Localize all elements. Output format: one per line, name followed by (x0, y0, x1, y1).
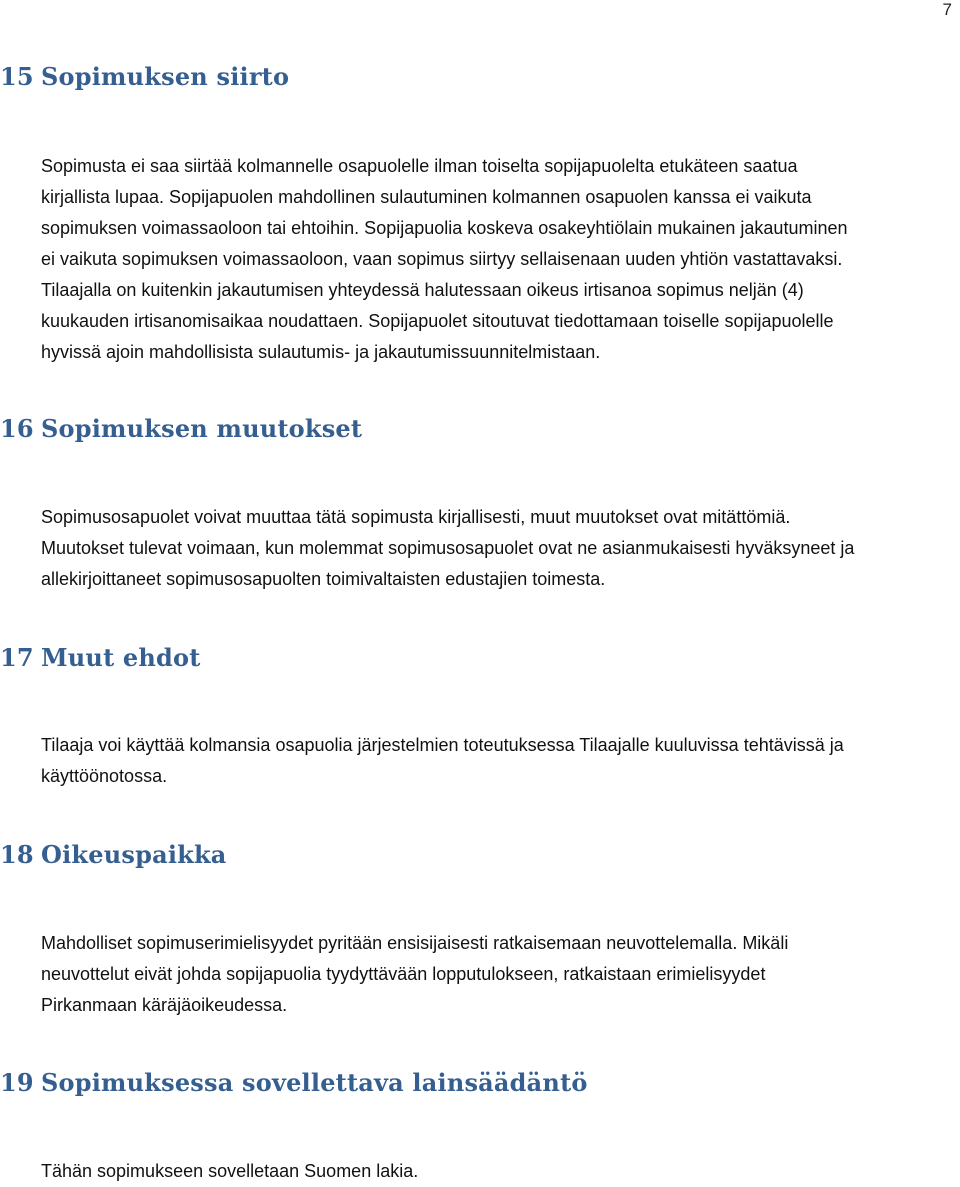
paragraph-line: hyvissä ajoin mahdollisista sulautumis- ja jakautumissuunnitelmistaan. (41, 342, 601, 362)
section-title: Muut ehdot (41, 643, 201, 672)
section-number: 16 (0, 414, 34, 443)
paragraph-line: neuvottelut eivät johda sopijapuolia tyydyttävään lopputulokseen, ratkaistaan erimielisyydet (41, 964, 766, 984)
section-17 (0, 643, 960, 672)
section-19 (0, 1068, 960, 1097)
page-number: 7 (942, 0, 952, 19)
section-number: 15 (0, 62, 34, 91)
paragraph-line: Mahdolliset sopimuserimielisyydet pyritään ensisijaisesti ratkaisemaan neuvottelemalla. Mikäli (41, 933, 789, 953)
paragraph-line: Muutokset tulevat voimaan, kun molemmat sopimusosapuolet ovat ne asianmukaisesti hyväksyneet ja (41, 538, 855, 558)
paragraph-line: kirjallista lupaa. Sopijapuolen mahdollinen sulautuminen kolmannen osapuolen kanssa ei vaikuta (41, 187, 812, 207)
section-paragraph (41, 151, 956, 368)
section-18 (0, 840, 960, 869)
section-title: Sopimuksessa sovellettava lainsäädäntö (41, 1068, 588, 1097)
section-17-body (0, 730, 960, 792)
section-number: 17 (0, 643, 34, 672)
paragraph-line: ei vaikuta sopimuksen voimassaoloon, vaan sopimus siirtyy sellaisenaan uuden yhtiön vastattavaksi. (41, 249, 843, 269)
section-number: 18 (0, 840, 34, 869)
section-paragraph (41, 928, 956, 1021)
section-heading (0, 62, 960, 91)
section-heading (0, 643, 960, 672)
paragraph-line: sopimuksen voimassaoloon tai ehtoihin. Sopijapuolia koskeva osakeyhtiölain mukainen jakautuminen (41, 218, 848, 238)
section-number: 19 (0, 1068, 34, 1097)
section-heading (0, 840, 960, 869)
paragraph-line: Sopimusta ei saa siirtää kolmannelle osapuolelle ilman toiselta sopijapuolelta etukäteen saatua (41, 156, 798, 176)
section-16-body (0, 502, 960, 595)
section-19-body (0, 1156, 960, 1187)
paragraph-line: Tilaaja voi käyttää kolmansia osapuolia järjestelmien toteutuksessa Tilaajalle kuuluvissa tehtävissä ja (41, 735, 844, 755)
paragraph-line: Pirkanmaan käräjäoikeudessa. (41, 995, 288, 1015)
section-title: Sopimuksen muutokset (41, 414, 363, 443)
paragraph-line: Tähän sopimukseen sovelletaan Suomen lakia. (41, 1161, 419, 1181)
section-heading (0, 1068, 960, 1097)
section-title: Oikeuspaikka (41, 840, 227, 869)
paragraph-line: käyttöönotossa. (41, 766, 168, 786)
section-paragraph (41, 502, 956, 595)
section-paragraph (41, 730, 956, 792)
section-18-body (0, 928, 960, 1021)
section-15 (0, 62, 960, 91)
paragraph-line: kuukauden irtisanomisaikaa noudattaen. Sopijapuolet sitoutuvat tiedottamaan toiselle sopijapuolelle (41, 311, 834, 331)
paragraph-line: Sopimusosapuolet voivat muuttaa tätä sopimusta kirjallisesti, muut muutokset ovat mitättömiä. (41, 507, 791, 527)
paragraph-line: Tilaajalla on kuitenkin jakautumisen yhteydessä halutessaan oikeus irtisanoa sopimus neljän (4) (41, 280, 804, 300)
section-heading (0, 414, 960, 443)
section-15-body (0, 151, 960, 368)
section-title: Sopimuksen siirto (41, 62, 290, 91)
section-16 (0, 414, 960, 443)
section-paragraph (41, 1156, 956, 1187)
paragraph-line: allekirjoittaneet sopimusosapuolten toimivaltaisten edustajien toimesta. (41, 569, 606, 589)
